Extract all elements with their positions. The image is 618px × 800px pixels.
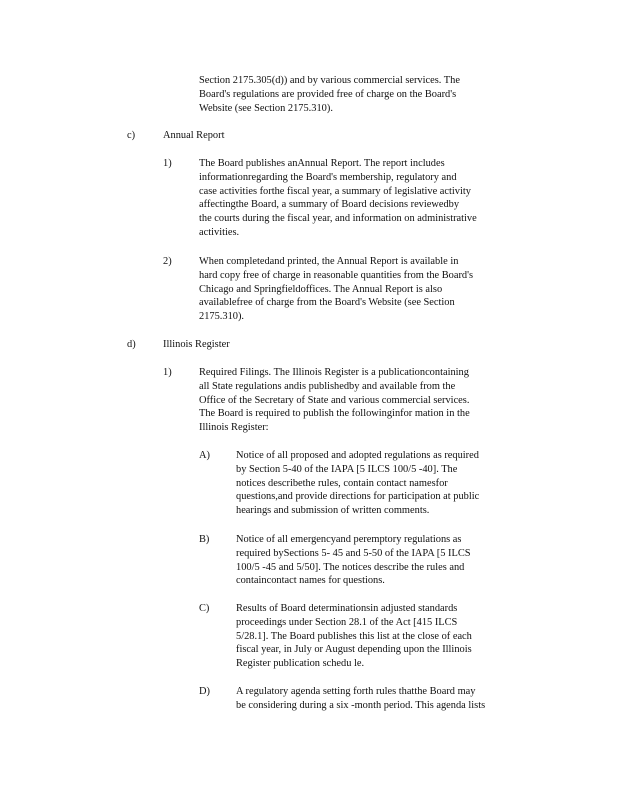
subitem-c-text [236, 602, 472, 671]
text-line: The Board is required to publish the followinginfor mation in the [199, 408, 470, 420]
section-c-title: Annual Report [163, 130, 225, 141]
text-line: fiscal year, in July or August depending upon the Illinois [236, 644, 472, 656]
subitem-b-text [236, 533, 471, 588]
text-line: Notice of all emergencyand peremptory regulations as [236, 534, 462, 545]
item-c2-label: 2) [163, 256, 172, 267]
text-line: required bySections 5- 45 and 5-50 of the IAPA [5 ILCS [236, 547, 471, 559]
text-line: case activities forthe fiscal year, a summary of legislative activity [199, 185, 471, 197]
text-line: Board's regulations are provided free of charge on the Board's [199, 88, 457, 100]
item-c1-text [199, 157, 477, 240]
text-line: hard copy free of charge in reasonable quantities from the Board's [199, 269, 474, 281]
text-line: proceedings under Section 28.1 of the Act [415 ILCS [236, 616, 458, 628]
text-line: containcontact names for questions. [236, 575, 385, 587]
text-line: 100/5 -45 and 5/50]. The notices describe the rules and [236, 561, 465, 573]
section-d-label: d) [127, 339, 136, 350]
text-line: all State regulations andis publishedby and available from the [199, 380, 456, 392]
text-line: A regulatory agenda setting forth rules thatthe Board may [236, 686, 476, 697]
text-line: When completedand printed, the Annual Report is available in [199, 256, 459, 267]
text-line: Required Filings. The Illinois Register is a publicationcontaining [199, 367, 469, 378]
section-d-title: Illinois Register [163, 339, 230, 350]
text-line: The Board publishes anAnnual Report. The report includes [199, 158, 445, 169]
item-c2-text [199, 255, 473, 324]
text-line: be considering during a six -month period. This agenda lists [236, 699, 486, 711]
text-line: hearings and submission of written comments. [236, 505, 430, 517]
subitem-c-label: C) [199, 603, 210, 614]
subitem-b-label: B) [199, 534, 210, 545]
text-line: Results of Board determinationsin adjusted standards [236, 603, 458, 614]
text-line: Illinois Register: [199, 422, 269, 434]
item-c1-label: 1) [163, 158, 172, 169]
text-line: notices describethe rules, contain contact namesfor [236, 477, 448, 489]
text-line: Register publication schedu le. [236, 658, 365, 670]
item-d1-label: 1) [163, 367, 172, 378]
text-line: Office of the Secretary of State and various commercial services. [199, 394, 470, 406]
text-line: Notice of all proposed and adopted regulations as required [236, 450, 479, 461]
subitem-d-text [236, 685, 485, 713]
text-line: by Section 5-40 of the IAPA [5 ILCS 100/5 -40]. The [236, 463, 458, 475]
text-line: questions,and provide directions for participation at public [236, 491, 480, 503]
section-c-label: c) [127, 130, 136, 141]
text-line: availablefree of charge from the Board's Website (see Section [199, 297, 455, 309]
subitem-a-text [236, 449, 479, 518]
text-line: affectingthe Board, a summary of Board decisions reviewedby [199, 199, 460, 211]
text-line: 2175.310). [199, 311, 245, 323]
text-line: the courts during the fiscal year, and information on administrative [199, 213, 477, 225]
text-line: informationregarding the Board's membership, regulatory and [199, 171, 457, 183]
text-line: Website (see Section 2175.310). [199, 102, 333, 114]
text-line: Chicago and Springfieldoffices. The Annual Report is also [199, 283, 443, 295]
subitem-a-label: A) [199, 450, 210, 461]
subitem-d-label: D) [199, 686, 210, 697]
text-line: Section 2175.305(d)) and by various commercial services. The [199, 75, 460, 86]
text-line: 5/28.1]. The Board publishes this list at the close of each [236, 630, 472, 642]
item-d1-text [199, 366, 470, 435]
intro-paragraph [199, 74, 460, 115]
text-line: activities. [199, 226, 240, 238]
